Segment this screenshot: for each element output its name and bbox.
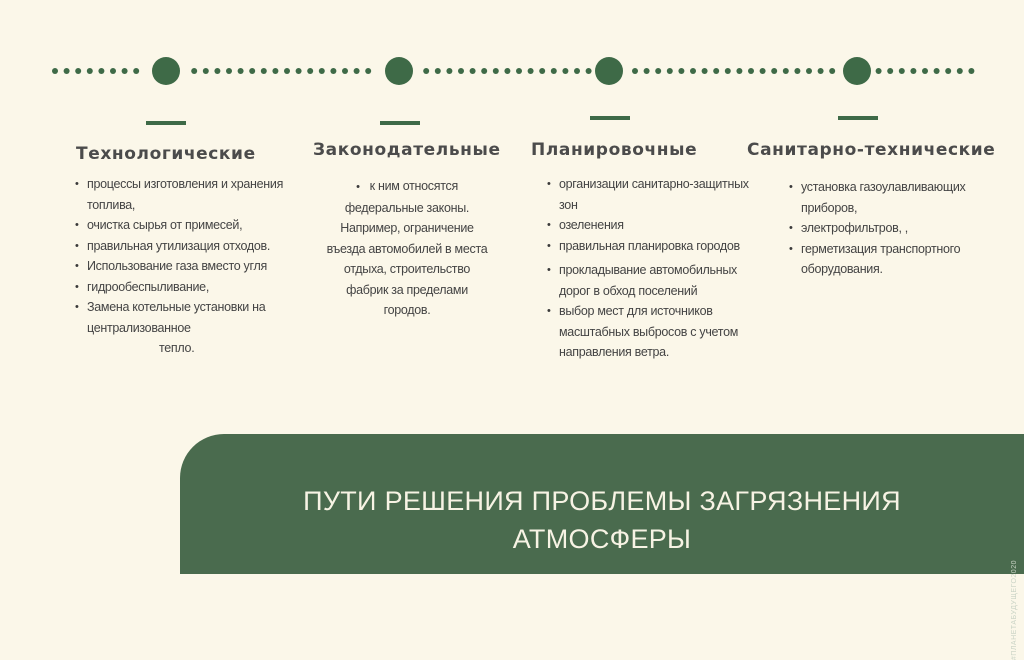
timeline-dot	[910, 68, 916, 74]
timeline-dot	[760, 68, 766, 74]
timeline-node-1	[152, 57, 180, 85]
timeline-dot	[945, 68, 951, 74]
timeline-dot	[296, 68, 302, 74]
column-3-list	[545, 174, 760, 363]
timeline-dot	[667, 68, 673, 74]
list-item: • выбор мест для источников масштабных выбросов с учетом направления ветра.	[545, 301, 760, 363]
timeline-dot	[632, 68, 638, 74]
column-2-title: Законодательные	[313, 140, 501, 160]
column-2-list	[322, 176, 492, 321]
column-1-dash	[146, 121, 186, 125]
timeline-dot	[504, 68, 510, 74]
timeline-dot	[52, 68, 58, 74]
timeline-dot	[678, 68, 684, 74]
timeline-dot	[725, 68, 731, 74]
list-item: • процессы изготовления и хранения топлива,	[73, 174, 303, 215]
timeline-dot	[516, 68, 522, 74]
timeline-dot	[586, 68, 592, 74]
timeline-dot	[435, 68, 441, 74]
timeline-dot	[562, 68, 568, 74]
timeline-dot	[122, 68, 128, 74]
timeline-dot	[64, 68, 70, 74]
column-1-title: Технологические	[76, 144, 256, 164]
timeline-node-3	[595, 57, 623, 85]
timeline-dot	[794, 68, 800, 74]
timeline-dot	[191, 68, 197, 74]
hashtag-label: #ПЛАНЕТАБУДУЩЕГО2020	[1011, 560, 1018, 660]
timeline-dot	[261, 68, 267, 74]
timeline-dot	[539, 68, 545, 74]
list-item-continuation: тепло.	[159, 341, 195, 355]
timeline-dot	[702, 68, 708, 74]
list-item: • озеленения	[545, 215, 760, 236]
timeline-dot	[934, 68, 940, 74]
timeline-dot	[713, 68, 719, 74]
timeline-dot	[470, 68, 476, 74]
timeline-dot	[98, 68, 104, 74]
timeline-dot	[481, 68, 487, 74]
timeline-dot	[574, 68, 580, 74]
timeline-dot	[87, 68, 93, 74]
timeline-dot	[133, 68, 139, 74]
timeline-dot	[249, 68, 255, 74]
list-item: • герметизация транспортного оборудования.	[787, 239, 1007, 280]
timeline-node-4	[843, 57, 871, 85]
timeline-dot	[818, 68, 824, 74]
timeline-dot	[284, 68, 290, 74]
column-4-dash	[838, 116, 878, 120]
timeline-dot	[957, 68, 963, 74]
banner-title	[180, 482, 1024, 558]
column-4-title: Санитарно-технические	[747, 140, 996, 160]
timeline-dot	[887, 68, 893, 74]
list-item: • прокладывание автомобильных дорог в обход поселений	[545, 260, 760, 301]
timeline-dot	[458, 68, 464, 74]
timeline-dot	[806, 68, 812, 74]
list-item: • установка газоулавливающих приборов,	[787, 177, 1007, 218]
timeline-dot	[876, 68, 882, 74]
list-item: • очистка сырья от примесей,	[73, 215, 303, 236]
timeline-dot	[307, 68, 313, 74]
list-item: • правильная планировка городов	[545, 236, 760, 257]
timeline-dot	[783, 68, 789, 74]
timeline-dot	[551, 68, 557, 74]
timeline-dot	[110, 68, 116, 74]
timeline-dot	[493, 68, 499, 74]
timeline-dot	[319, 68, 325, 74]
timeline-dot	[330, 68, 336, 74]
timeline-dot	[829, 68, 835, 74]
banner-title-line2: АТМОСФЕРЫ	[512, 524, 692, 554]
timeline-dot	[272, 68, 278, 74]
column-2-dash	[380, 121, 420, 125]
timeline-dot	[354, 68, 360, 74]
column-1-list	[73, 174, 303, 359]
timeline-dot	[922, 68, 928, 74]
list-item: • Использование газа вместо угля	[73, 256, 303, 277]
title-banner	[180, 434, 1024, 574]
timeline-node-2	[385, 57, 413, 85]
list-item: • Замена котельные установки на централизованное	[73, 297, 303, 338]
column-4-list	[787, 177, 1007, 280]
timeline-dot	[748, 68, 754, 74]
timeline-dot	[203, 68, 209, 74]
column-3-title: Планировочные	[531, 140, 698, 160]
timeline-dot	[214, 68, 220, 74]
list-item: • к ним относятся федеральные законы. Например, ограничение въезда автомобилей в места отдыха, строительство фабрик за пределами городов.	[322, 176, 492, 321]
timeline-dot	[736, 68, 742, 74]
timeline-dot	[365, 68, 371, 74]
list-item: • гидрообеспыливание,	[73, 277, 303, 298]
column-3-dash	[590, 116, 630, 120]
list-item: • организации санитарно-защитных зон	[545, 174, 760, 215]
list-item: • электрофильтров, ,	[787, 218, 1007, 239]
timeline-dot	[644, 68, 650, 74]
timeline-dot	[690, 68, 696, 74]
banner-title-line1: ПУТИ РЕШЕНИЯ ПРОБЛЕМЫ ЗАГРЯЗНЕНИЯ	[303, 486, 901, 516]
timeline-dot	[342, 68, 348, 74]
timeline-dot	[655, 68, 661, 74]
timeline-dot	[968, 68, 974, 74]
timeline-dot	[528, 68, 534, 74]
timeline-dot	[423, 68, 429, 74]
timeline-dot	[771, 68, 777, 74]
timeline-dot	[446, 68, 452, 74]
timeline-dot	[899, 68, 905, 74]
timeline-dot	[75, 68, 81, 74]
list-item: • правильная утилизация отходов.	[73, 236, 303, 257]
timeline-dot	[226, 68, 232, 74]
timeline-dot	[238, 68, 244, 74]
